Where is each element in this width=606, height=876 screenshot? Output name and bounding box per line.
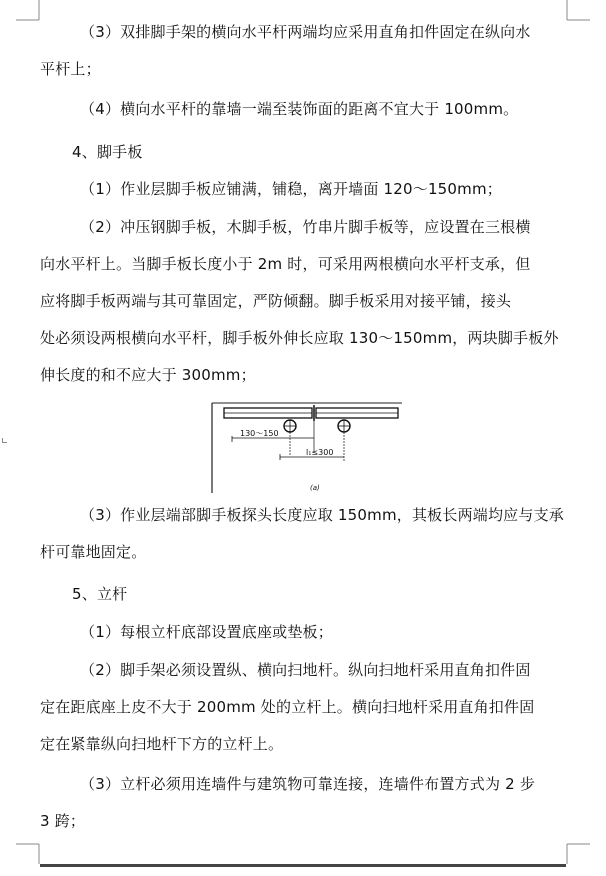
paragraph-board-end-overhang <box>40 497 570 571</box>
text-line: 杆可靠地固定。 <box>40 543 147 561</box>
transverse-bar-left <box>284 420 296 432</box>
page-bottom-edge <box>40 864 566 867</box>
dimension-overhang <box>232 421 314 455</box>
text-line: 3 跨； <box>40 812 86 830</box>
paragraph-wall-distance <box>40 91 570 128</box>
text-line: 应将脚手板两端与其可靠固定，严防倾翻。脚手板采用对接平铺，接头 <box>40 292 512 310</box>
text-line: （1）作业层脚手板应铺满，铺稳，离开墙面 120～150mm； <box>80 180 502 198</box>
paragraph-wall-ties <box>40 766 570 840</box>
crop-mark-bottom-left <box>16 840 40 864</box>
paragraph-double-row-scaffold <box>40 14 570 88</box>
label-sum: l₁≤300 <box>306 448 334 457</box>
text-line: 4、脚手板 <box>72 143 143 161</box>
text-line: 伸长度的和不应大于 300mm； <box>40 366 256 384</box>
text-line: （3）作业层端部脚手板探头长度应取 150mm，其板长两端均应与支承 <box>80 506 564 524</box>
paragraph-board-laying <box>40 171 570 208</box>
margin-tick-left <box>2 438 7 443</box>
text-line: 向水平杆上。当脚手板长度小于 2m 时，可采用两根横向水平杆支承，但 <box>40 255 531 273</box>
paragraph-sweeping-poles <box>40 652 570 763</box>
label-overhang: 130～150 <box>240 429 279 438</box>
section-heading-standard-pole <box>40 576 570 613</box>
text-line: （2）脚手架必须设置纵、横向扫地杆。纵向扫地杆采用直角扣件固 <box>80 661 531 679</box>
figure-caption: (a) <box>310 484 320 492</box>
crop-mark-bottom-right <box>566 840 590 864</box>
text-line: 5、立杆 <box>72 585 128 603</box>
scaffold-board-right <box>316 408 398 418</box>
text-line: 定在距底座上皮不大于 200mm 处的立杆上。横向扫地杆采用直角扣件固 <box>40 698 535 716</box>
crop-mark-top-left <box>16 0 40 24</box>
paragraph-pole-base <box>40 614 570 651</box>
section-heading-scaffold-board <box>40 134 570 171</box>
text-line: （1）每根立杆底部设置底座或垫板； <box>80 623 333 641</box>
text-line: 定在紧靠纵向扫地杆下方的立杆上。 <box>40 735 284 753</box>
text-line: 处必须设两根横向水平杆，脚手板外伸长应取 130～150mm，两块脚手板外 <box>40 329 559 347</box>
scaffold-board-overhang-figure <box>210 401 404 495</box>
text-line: 平杆上； <box>40 60 101 78</box>
text-line: （3）双排脚手架的横向水平杆两端均应采用直角扣件固定在纵向水 <box>80 23 531 41</box>
text-line: （3）立杆必须用连墙件与建筑物可靠连接，连墙件布置方式为 2 步 <box>80 775 536 793</box>
scaffold-board-left <box>224 408 312 418</box>
text-line: （4）横向水平杆的靠墙一端至装饰面的距离不宜大于 100mm。 <box>80 100 519 118</box>
transverse-bar-right <box>338 420 350 432</box>
text-line: （2）冲压钢脚手板，木脚手板，竹串片脚手板等，应设置在三根横 <box>80 218 531 236</box>
paragraph-board-types <box>40 209 570 394</box>
